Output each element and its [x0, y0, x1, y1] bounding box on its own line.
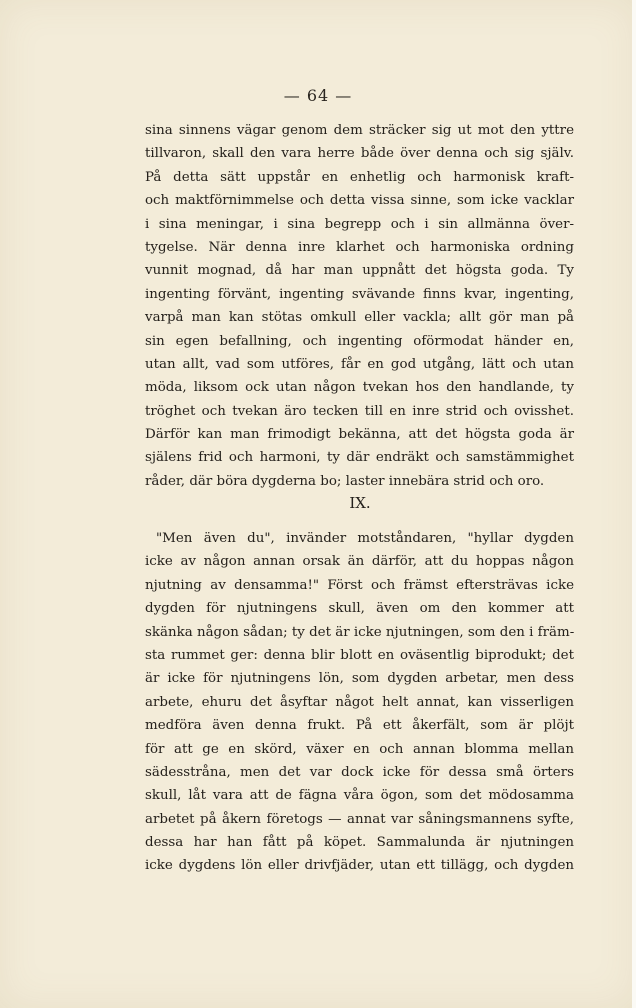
text-line: dygden för njutningens skull, även om den kommer att	[145, 601, 574, 617]
text-line: i sina meningar, i sina begrepp och i sin allmänna över-	[145, 216, 574, 232]
text-line: själens frid och harmoni, ty där endräkt och samstämmighet	[145, 450, 574, 466]
text-line: är icke för njutningens lön, som dygden arbetar, men dess	[145, 671, 574, 687]
text-line: sina sinnens vägar genom dem sträcker sig ut mot den yttre	[145, 123, 574, 138]
text-line: sin egen befallning, och ingenting oförmodat händer en,	[145, 333, 574, 349]
text-line: dessa har han fått på köpet. Sammalunda är njutningen	[145, 835, 574, 851]
section-heading: IX.	[349, 494, 371, 512]
text-line: skänka någon sådan; ty det är icke njutningen, som den i främ-	[145, 624, 575, 640]
text-line: arbete, ehuru det åsyftar något helt annat, kan visserligen	[145, 694, 574, 710]
text-line: tygelse. När denna inre klarhet och harmoniska ordning	[145, 239, 574, 255]
text-line: vunnit mognad, då har man uppnått det högsta goda. Ty	[145, 263, 574, 279]
text-line: skull, låt vara att de fägna våra ögon, som det mödosamma	[145, 788, 574, 804]
text-line: varpå man kan stötas omkull eller vackla; allt gör man på	[145, 310, 574, 326]
text-line: medföra även denna frukt. På ett åkerfält, som är plöjt	[145, 718, 574, 734]
text-line: råder, där böra dygderna bo; laster innebära strid och oro.	[145, 473, 545, 489]
text-line: sädesstråna, men det var dock icke för dessa små örters	[145, 764, 574, 780]
paragraph-section-ix	[145, 527, 574, 878]
text-line: icke dygdens lön eller drivfjäder, utan ett tillägg, och dygden	[145, 858, 574, 874]
text-line: arbetet på åkern företogs — annat var såningsmannens syfte,	[145, 811, 574, 827]
text-line: möda, liksom ock utan någon tvekan hos den handlande, ty	[145, 380, 574, 396]
text-line: sta rummet ger: denna blir blott en oväsentlig biprodukt; det	[145, 647, 574, 663]
text-line: ingenting förvänt, ingenting svävande finns kvar, ingenting,	[145, 286, 574, 302]
text-line: för att ge en skörd, växer en och annan blomma mellan	[145, 741, 574, 757]
text-line: njutning av densamma!" Först och främst eftersträvas icke	[145, 577, 574, 593]
page-number: — 64 —	[283, 86, 353, 105]
text-line: tillvaron, skall den vara herre både över denna och sig själv.	[145, 146, 574, 162]
text-line: På detta sätt uppstår en enhetlig och harmonisk kraft-	[145, 169, 574, 185]
text-line: tröghet och tvekan äro tecken till en inre strid och ovisshet.	[145, 403, 574, 419]
text-line: Därför kan man frimodigt bekänna, att det högsta goda är	[145, 427, 574, 443]
text-line: "Men även du", invänder motståndaren, "hyllar dygden	[156, 531, 574, 546]
text-line: icke av någon annan orsak än därför, att du hoppas någon	[145, 554, 574, 570]
text-line: och maktförnimmelse och detta vissa sinne, som icke vacklar	[145, 193, 574, 209]
text-line: utan allt, vad som utföres, får en god utgång, lätt och utan	[145, 356, 574, 372]
paragraph-continuation	[145, 119, 574, 493]
